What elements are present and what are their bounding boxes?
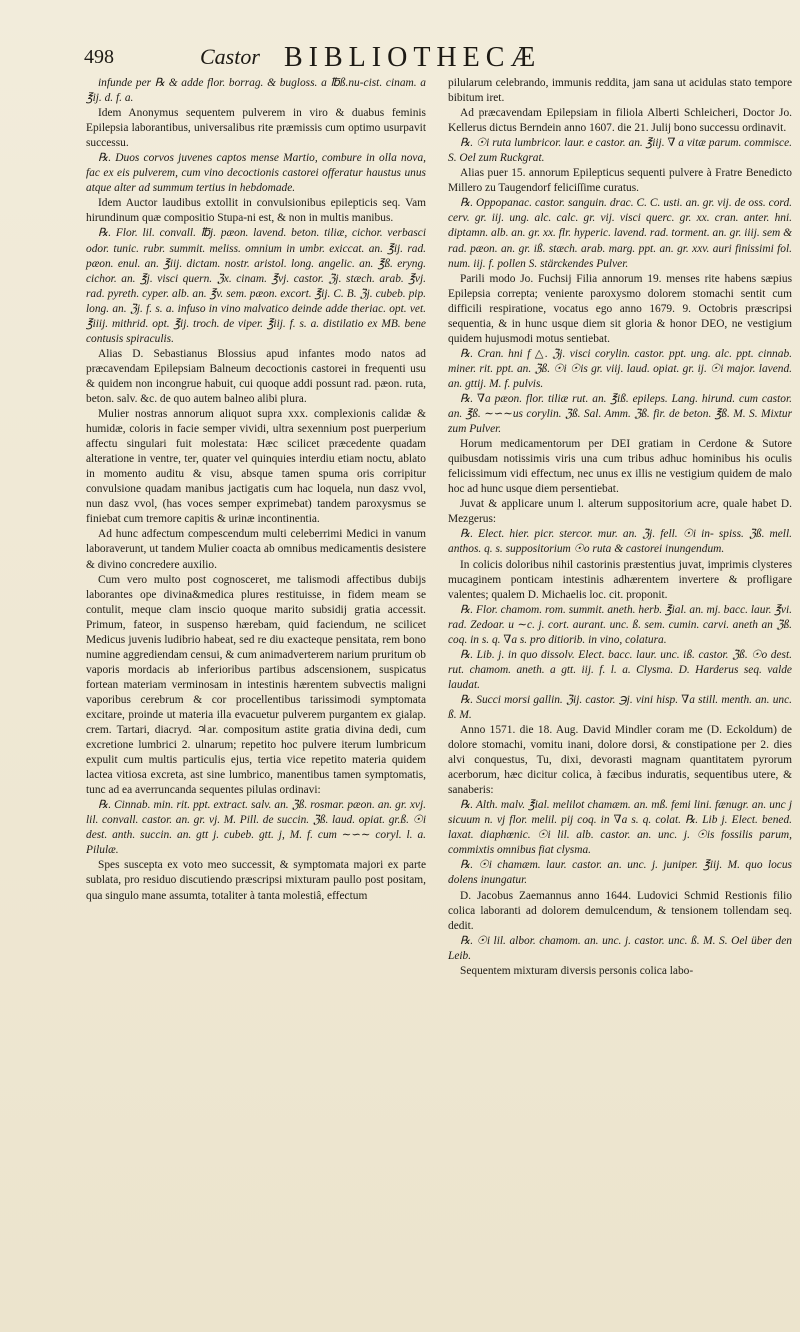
- paragraph: In colicis doloribus nihil castorinis præstentius juvat, imprimis clysteres mucaginem ponticam intestinis adhærentem invertere & profligare valentes; qualem D. Michaelis loc. cit. proponit.: [448, 558, 792, 601]
- page-number: 498: [84, 46, 114, 68]
- paragraph: pilularum celebrando, immunis reddita, jam sana ut acidulas stato tempore bibitum iret.: [448, 77, 792, 105]
- paragraph: Idem Anonymus sequentem pulverem in viro & duabus feminis Epilepsia laborantibus, universalibus rite præmissis cum optimo usurpavit successu.: [86, 107, 426, 150]
- paragraph: ℞. Succi morsi gallin. ℨij. castor. ℈j. vini hisp. ∇a still. menth. an. unc. ß. M.: [448, 693, 792, 721]
- paragraph: Alias puer 15. annorum Epilepticus sequenti pulvere à Fratre Benedicto Millero zu Taugendorf feliciſſime curatus.: [448, 167, 792, 195]
- paragraph: ℞. Elect. hier. picr. stercor. mur. an. ℨj. fell. ☉i in- spiss. ℨß. mell. anthos. q. s. suppositorium ☉o ruta & castorei inungendum.: [448, 528, 792, 556]
- paragraph: Sequentem mixturam diversis personis colica labo-: [460, 964, 694, 977]
- paragraph: ℞. Alth. malv. ℥ial. melilot chamæm. an. mß. femi lini. fænugr. an. unc j sicuum n. vj flor. melil. pij coq. in ∇a s. q. colat. ℞. Lib j. Elect. bened. laxat. diaphœnic. ☉i lil. alb. castor. an. unc. j. ☉is fossilis parum, commixtis omnibus fiat clysma.: [448, 799, 792, 857]
- paragraph: ℞. Lib. j. in quo dissolv. Elect. bacc. laur. unc. iß. castor. ℨß. ☉o dest. rut. chamom. aneth. a gtt. iij. f. l. a. Clysma. D. Harderus seq. valde laudat.: [448, 648, 792, 691]
- paragraph: ℞. Duos corvos juvenes captos mense Martio, comburе in olla nova, fac ex eis pulverem, cum vino decoctionis castorei offeratur haustus unus atque alter ad summum tertius in hebdomade.: [86, 152, 426, 195]
- paragraph: Alias D. Sebastianus Blossius apud infantes modo natos ad præcavendam Epilepsiam Balneum decoctionis castorei in frequenti usu & quidem non incongrue habuit, cui quoque addi possunt rad. pæon. ruta, beton. salv. &c. de quo autem balneo alibi plura.: [86, 347, 426, 405]
- paragraph: Mulier nostras annorum aliquot supra xxx. complexionis calidæ & humidæ, coloris in facie semper vividi, ultra sexennium post puerperium affectu singulari fuit molestata: Hæc scilicet præcedente quadam alteratione in ventre, ter, quater vel quinquies interdiu etiam noctu, ablato in momento auditu & visu, absque tamen spuma oris corripitur convulsione quadam manibus jactigatis cum hac loquela, nun dasz vvol, nun dasz vvol, (has voces semper exprimebat) tandem paroxysmus se finiebat cum tremore capitis & urinæ incontinentia.: [86, 408, 426, 526]
- paragraph: infunde per ℞ & adde flor. borrag. & bugloss. a ℔ß.nu-cist. cinam. a ℥ij. d. f. a.: [86, 77, 426, 105]
- page-header: [0, 42, 800, 78]
- paragraph: Spes suscepta ex voto meo successit, & symptomata majori ex parte sublata, pro residuo discutiendo præscripsi mixturam paullo post positam, qua singulo mane assumta, totaliter à tanta molestiâ, effectum: [86, 859, 426, 902]
- paragraph: ℞. Cran. hni f △. ℨj. visci corylin. castor. ppt. ung. alc. ppt. cinnab. miner. rit. ppt. an. ℨß. ☉i ☉is gr. viij. laud. opiat. gr. ij. ☉i major. lavend. an. gttij. M. f. pulvis.: [448, 347, 792, 390]
- paragraph: ℞. Oppopanac. castor. sanguin. drac. C. C. usti. an. gr. vij. de oss. cord. cerv. gr. iij. ung. alc. calc. gr. vij. visci querc. gr. xx. cran. anter. hni. diptamn. alb. an. gr. xx. flr. hyperic. lavend. rad. torment. an. gr. iiij. sem & rad. pæon. an. gr. iß. stæch. arab. marg. ppt. an. gr. xxv. auri finissimi fol. num. iij. f. pollen S. stärckendes Pulver.: [448, 197, 792, 270]
- catchword: Castor: [200, 44, 260, 69]
- paragraph: D. Jacobus Zaemannus anno 1644. Ludovici Schmid Restionis filio colica laboranti ad dolorem demulcendum, & tensionem tollendam seq. dedit.: [448, 889, 792, 932]
- left-column: [86, 76, 426, 904]
- paragraph: Parili modo Jo. Fuchsij Filia annorum 19. menses rite habens sæpius Epilepsia correpta; veniente paroxysmo dolorem stomachi sentit cum difficili respiratione, vocatus ego anno 1679. 9. Octobris præscripsi sequentia, & in hunc usque diem sit gloria & honor DEO, ne vestigium quidem hujusmodi motus sentiebat.: [448, 272, 792, 345]
- paragraph: ℞. Flor. lil. convall. ℔j. pæon. lavend. beton. tiliæ, cichor. verbasci odor. tunic. rubr. summit. meliss. omnium in umbr. exiccat. an. ℥ij. rad. pæon. enul. an. ℥iij. dictam. nostr. aristol. long. angelic. an. ℥ß. eryng. cichor. an. ℥j. visci quern. ℨx. cinam. ℥vj. castor. ℨj. stæch. arab. ℥vj. rad. pyreth. cyper. alb. an. ℥v. sem. pæon. excort. ℥ij. C. B. ℨj. cubeb. pip. long. an. ℨj. f. s. a. infuso in vino malvatico deinde adde theriac. opt. vet. ℥iiij. mithrid. opt. ℥ij. troch. de viper. ℥iij. f. s. a. distilatio ex MB. bene contusis spiraculis.: [86, 227, 426, 345]
- paragraph: Cum vero multo post cognoscеret, me talismodi affectibus dubijs laborantes ope divina&medica plures restituisse, in fidem meam se contulit, meque clam insciо quoque marito subsidij gratia accessit. Primum, fateor, in suspenso hærebam, quid faciendum, ne scilicet Medicus juvenis ludibrio habeat, sed re diu exactеque pensitata, rem bono numine aggrediendam censui, & cum animadverterem narium pruritum ob vaporis mordacis ab inferioribus partibus adscensionem, suspicatus fortean materiam verminosam in intestinis hærentem subvectis maligni vaporibus cerebrum & cor procellentibus tarissimodi symptomata excitare, proinde ut materia illa evacuetur pulverem purgantem ex gialap. crem. Tartari, diacryd. ♃ar. compositum astite gratia divina dedi, cum excretione lumbrici 2. ulnarum; repetito hoc pulvere iterum lumbricum expulit cum multis particulis ejus, tertia vice repetito materia quidem lactea vitiosa excreta, ast sine lumbrico, manentibus tamen symptomatis, tunc ad ea averruncanda sequentes pilulas ordinavi:: [86, 573, 426, 797]
- paragraph: Ad hunc adfectum compescendum multi celeberrimi Medici in vanum laboraverunt, ut tandem Mulier coacta ab omnibus medicamentis desistere & divino concredere auxilio.: [86, 528, 426, 571]
- paragraph: ℞. ☉i chamæm. laur. castor. an. unc. j. juniper. ℥iij. M. quo locus dolens inungatur.: [448, 859, 792, 887]
- running-title: BIBLIOTHECÆ: [284, 42, 542, 73]
- paragraph: ℞. ☉i lil. albor. chamom. an. unc. j. castor. unc. ß. M. S. Oel über den Leib.: [448, 934, 792, 962]
- paragraph: ℞. ☉i ruta lumbricor. laur. e castor. an. ℥iij. ∇ a vitæ parum. commisce. S. Oel zum Ruckgrat.: [448, 137, 792, 165]
- paragraph: Juvat & applicare unum l. alterum suppositorium acre, quale habet D. Mezgerus:: [448, 498, 792, 526]
- paragraph: ℞. Cinnab. min. rit. ppt. extract. salv. an. ℨß. rosmar. pæon. an. gr. xvj. lil. convall. castor. an. gr. vj. M. Pill. de succin. ℨß. laud. opiat. gr.ß. ☉i dest. anth. succin. an. gtt j. cubeb. gtt. j, M. f. cum ∼∽∼ coryl. l. a. Pilulæ.: [86, 799, 426, 857]
- paragraph: Anno 1571. die 18. Aug. David Mindler coram me (D. Eckoldum) de dolore stomachi, vomitu inani, dolore dorsi, & constipatione per 2. dies alvi conquestus, Tu, dixi, devorasti magnam quantitatem pyrorum acerborum, hæc dicitur colica, à fæcibus induratis, sequentibus utere, & sanaberis:: [448, 724, 792, 797]
- paragraph: ℞. ∇a pæon. flor. tiliæ rut. an. ℥iß. epileps. Lang. hirund. cum castor. an. ℥ß. ∼∽∼us corylin. ℨß. Sal. Amm. ℨß. fir. de beton. ℥ß. M. S. Mixtur zum Pulver.: [448, 392, 792, 436]
- paragraph: Horum medicamentorum per DEI gratiam in Cerdone & Sutore quibusdam notissimis viris una cum tribus adhuc hominibus his oculis felicissimum vidi effectum, nec unus ex illis ne vestigium quidem de malo hoc ad hunc usque diem persentiebat.: [448, 438, 792, 496]
- paragraph: ℞. Flor. chamom. rom. summit. aneth. herb. ℥ial. an. mj. bacc. laur. ℥vi. rad. Zedoar. u ∼c. j. cort. aurant. unc. ß. sem. cumin. carvi. aneth an ℨß. coq. in s. q. ∇a s. pro ditiorib. in vino, colatura.: [448, 603, 792, 646]
- paragraph: Ad præcavendam Epilepsiam in filiola Alberti Schleicheri, Doctor Jo. Kellerus dictus Berndein anno 1607. die 21. Julij bono successu ordinavit.: [448, 107, 792, 135]
- right-column: [448, 76, 792, 979]
- paragraph: Idem Auctor laudibus extollit in convulsionibus epilepticis seq. Vam hirundinum quæ compositio Stupa-ni est, & non in multis manibus.: [86, 197, 426, 225]
